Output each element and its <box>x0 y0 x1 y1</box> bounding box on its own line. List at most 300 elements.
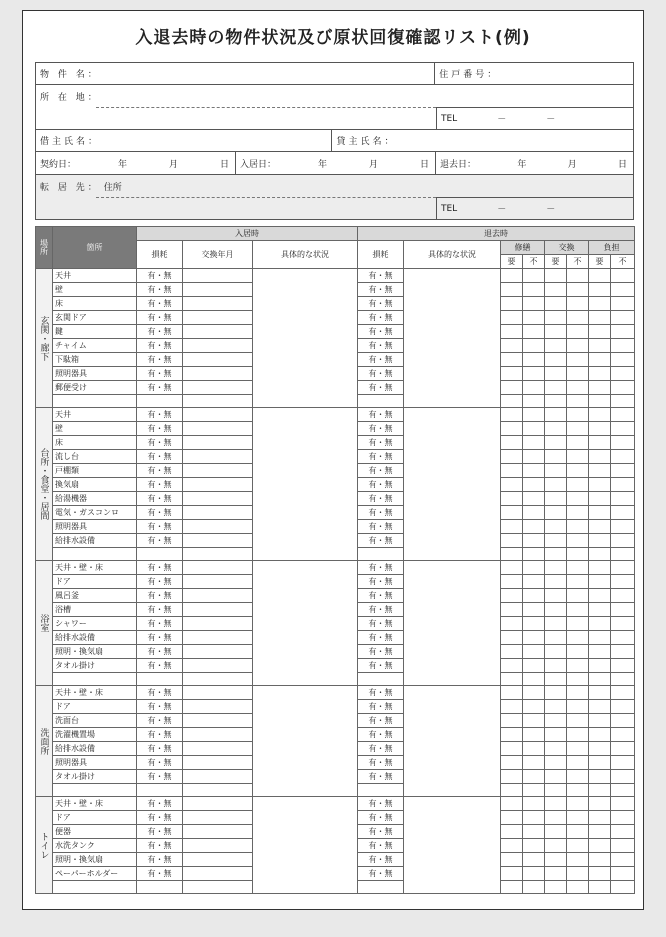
move-in-damage-cell[interactable]: 有・無 <box>137 631 183 645</box>
burden-need-cell[interactable] <box>589 631 611 645</box>
burden-not-need-cell[interactable] <box>611 325 635 339</box>
move-out-damage-cell[interactable]: 有・無 <box>358 631 404 645</box>
repair-not-need-cell[interactable] <box>523 673 545 686</box>
exchange-not-need-cell[interactable] <box>567 478 589 492</box>
burden-not-need-cell[interactable] <box>611 700 635 714</box>
burden-need-cell[interactable] <box>589 811 611 825</box>
exchange-not-need-cell[interactable] <box>567 825 589 839</box>
exchange-not-need-cell[interactable] <box>567 881 589 894</box>
repair-need-cell[interactable] <box>501 339 523 353</box>
move-out-damage-cell[interactable]: 有・無 <box>358 283 404 297</box>
landlord-name-field[interactable]: 貸主氏名： <box>332 130 634 152</box>
burden-need-cell[interactable] <box>589 339 611 353</box>
repair-need-cell[interactable] <box>501 450 523 464</box>
burden-not-need-cell[interactable] <box>611 811 635 825</box>
burden-need-cell[interactable] <box>589 784 611 797</box>
replace-year-cell[interactable] <box>183 839 253 853</box>
burden-not-need-cell[interactable] <box>611 645 635 659</box>
exchange-need-cell[interactable] <box>545 478 567 492</box>
replace-year-cell[interactable] <box>183 589 253 603</box>
burden-need-cell[interactable] <box>589 825 611 839</box>
exchange-not-need-cell[interactable] <box>567 617 589 631</box>
move-out-damage-cell[interactable]: 有・無 <box>358 839 404 853</box>
move-out-condition-cell[interactable] <box>404 797 501 894</box>
exchange-not-need-cell[interactable] <box>567 784 589 797</box>
repair-not-need-cell[interactable] <box>523 728 545 742</box>
burden-not-need-cell[interactable] <box>611 269 635 283</box>
repair-need-cell[interactable] <box>501 770 523 784</box>
repair-need-cell[interactable] <box>501 825 523 839</box>
move-in-damage-cell[interactable] <box>137 673 183 686</box>
exchange-need-cell[interactable] <box>545 770 567 784</box>
repair-need-cell[interactable] <box>501 506 523 520</box>
burden-not-need-cell[interactable] <box>611 714 635 728</box>
burden-need-cell[interactable] <box>589 297 611 311</box>
burden-need-cell[interactable] <box>589 700 611 714</box>
burden-need-cell[interactable] <box>589 617 611 631</box>
burden-not-need-cell[interactable] <box>611 548 635 561</box>
burden-need-cell[interactable] <box>589 534 611 548</box>
burden-need-cell[interactable] <box>589 520 611 534</box>
repair-need-cell[interactable] <box>501 645 523 659</box>
repair-need-cell[interactable] <box>501 742 523 756</box>
move-out-damage-cell[interactable]: 有・無 <box>358 339 404 353</box>
replace-year-cell[interactable] <box>183 339 253 353</box>
move-in-damage-cell[interactable]: 有・無 <box>137 589 183 603</box>
repair-need-cell[interactable] <box>501 325 523 339</box>
repair-not-need-cell[interactable] <box>523 839 545 853</box>
exchange-need-cell[interactable] <box>545 381 567 395</box>
repair-not-need-cell[interactable] <box>523 784 545 797</box>
move-out-damage-cell[interactable]: 有・無 <box>358 686 404 700</box>
exchange-need-cell[interactable] <box>545 534 567 548</box>
replace-year-cell[interactable] <box>183 617 253 631</box>
exchange-not-need-cell[interactable] <box>567 520 589 534</box>
repair-need-cell[interactable] <box>501 492 523 506</box>
move-in-damage-cell[interactable]: 有・無 <box>137 561 183 575</box>
exchange-not-need-cell[interactable] <box>567 756 589 770</box>
property-name-field[interactable]: 物 件 名： <box>36 63 435 85</box>
move-in-damage-cell[interactable]: 有・無 <box>137 825 183 839</box>
move-out-condition-cell[interactable] <box>404 408 501 561</box>
exchange-need-cell[interactable] <box>545 825 567 839</box>
repair-not-need-cell[interactable] <box>523 381 545 395</box>
move-in-damage-cell[interactable]: 有・無 <box>137 506 183 520</box>
repair-need-cell[interactable] <box>501 881 523 894</box>
repair-need-cell[interactable] <box>501 520 523 534</box>
move-in-condition-cell[interactable] <box>253 561 358 686</box>
replace-year-cell[interactable] <box>183 631 253 645</box>
repair-not-need-cell[interactable] <box>523 686 545 700</box>
exchange-not-need-cell[interactable] <box>567 464 589 478</box>
burden-not-need-cell[interactable] <box>611 492 635 506</box>
burden-not-need-cell[interactable] <box>611 853 635 867</box>
exchange-not-need-cell[interactable] <box>567 589 589 603</box>
burden-need-cell[interactable] <box>589 506 611 520</box>
repair-need-cell[interactable] <box>501 367 523 381</box>
repair-not-need-cell[interactable] <box>523 367 545 381</box>
exchange-need-cell[interactable] <box>545 784 567 797</box>
replace-year-cell[interactable] <box>183 408 253 422</box>
repair-need-cell[interactable] <box>501 395 523 408</box>
repair-not-need-cell[interactable] <box>523 339 545 353</box>
repair-need-cell[interactable] <box>501 784 523 797</box>
move-in-damage-cell[interactable]: 有・無 <box>137 367 183 381</box>
exchange-need-cell[interactable] <box>545 464 567 478</box>
repair-not-need-cell[interactable] <box>523 269 545 283</box>
exchange-need-cell[interactable] <box>545 686 567 700</box>
burden-need-cell[interactable] <box>589 408 611 422</box>
move-in-damage-cell[interactable]: 有・無 <box>137 464 183 478</box>
move-out-damage-cell[interactable]: 有・無 <box>358 464 404 478</box>
repair-need-cell[interactable] <box>501 589 523 603</box>
move-in-damage-cell[interactable] <box>137 548 183 561</box>
replace-year-cell[interactable] <box>183 853 253 867</box>
move-in-condition-cell[interactable] <box>253 408 358 561</box>
repair-need-cell[interactable] <box>501 478 523 492</box>
move-out-damage-cell[interactable]: 有・無 <box>358 742 404 756</box>
move-out-damage-cell[interactable]: 有・無 <box>358 450 404 464</box>
move-out-damage-cell[interactable]: 有・無 <box>358 297 404 311</box>
replace-year-cell[interactable] <box>183 700 253 714</box>
replace-year-cell[interactable] <box>183 367 253 381</box>
replace-year-cell[interactable] <box>183 381 253 395</box>
move-out-damage-cell[interactable]: 有・無 <box>358 589 404 603</box>
burden-need-cell[interactable] <box>589 659 611 673</box>
exchange-need-cell[interactable] <box>545 283 567 297</box>
burden-not-need-cell[interactable] <box>611 534 635 548</box>
replace-year-cell[interactable] <box>183 548 253 561</box>
repair-not-need-cell[interactable] <box>523 283 545 297</box>
move-out-damage-cell[interactable]: 有・無 <box>358 728 404 742</box>
burden-not-need-cell[interactable] <box>611 617 635 631</box>
repair-not-need-cell[interactable] <box>523 520 545 534</box>
repair-not-need-cell[interactable] <box>523 353 545 367</box>
exchange-need-cell[interactable] <box>545 589 567 603</box>
repair-need-cell[interactable] <box>501 631 523 645</box>
move-out-damage-cell[interactable]: 有・無 <box>358 520 404 534</box>
burden-need-cell[interactable] <box>589 797 611 811</box>
repair-not-need-cell[interactable] <box>523 645 545 659</box>
exchange-not-need-cell[interactable] <box>567 797 589 811</box>
burden-not-need-cell[interactable] <box>611 770 635 784</box>
exchange-not-need-cell[interactable] <box>567 297 589 311</box>
move-out-damage-cell[interactable]: 有・無 <box>358 645 404 659</box>
repair-not-need-cell[interactable] <box>523 867 545 881</box>
burden-need-cell[interactable] <box>589 728 611 742</box>
tenant-name-field[interactable]: 借主氏名： <box>36 130 332 152</box>
burden-need-cell[interactable] <box>589 422 611 436</box>
exchange-not-need-cell[interactable] <box>567 367 589 381</box>
replace-year-cell[interactable] <box>183 534 253 548</box>
move-in-damage-cell[interactable]: 有・無 <box>137 381 183 395</box>
repair-not-need-cell[interactable] <box>523 311 545 325</box>
burden-not-need-cell[interactable] <box>611 311 635 325</box>
burden-not-need-cell[interactable] <box>611 408 635 422</box>
burden-not-need-cell[interactable] <box>611 728 635 742</box>
exchange-need-cell[interactable] <box>545 853 567 867</box>
burden-need-cell[interactable] <box>589 548 611 561</box>
exchange-not-need-cell[interactable] <box>567 714 589 728</box>
move-in-damage-cell[interactable]: 有・無 <box>137 700 183 714</box>
exchange-not-need-cell[interactable] <box>567 548 589 561</box>
repair-need-cell[interactable] <box>501 311 523 325</box>
repair-not-need-cell[interactable] <box>523 450 545 464</box>
burden-need-cell[interactable] <box>589 867 611 881</box>
repair-not-need-cell[interactable] <box>523 742 545 756</box>
move-out-condition-cell[interactable] <box>404 686 501 797</box>
exchange-need-cell[interactable] <box>545 756 567 770</box>
exchange-need-cell[interactable] <box>545 548 567 561</box>
move-in-damage-cell[interactable]: 有・無 <box>137 408 183 422</box>
repair-need-cell[interactable] <box>501 853 523 867</box>
move-out-damage-cell[interactable]: 有・無 <box>358 534 404 548</box>
burden-need-cell[interactable] <box>589 381 611 395</box>
repair-not-need-cell[interactable] <box>523 395 545 408</box>
replace-year-cell[interactable] <box>183 645 253 659</box>
move-out-damage-cell[interactable]: 有・無 <box>358 797 404 811</box>
exchange-need-cell[interactable] <box>545 700 567 714</box>
replace-year-cell[interactable] <box>183 520 253 534</box>
move-in-damage-cell[interactable]: 有・無 <box>137 797 183 811</box>
repair-need-cell[interactable] <box>501 283 523 297</box>
repair-need-cell[interactable] <box>501 839 523 853</box>
move-out-damage-cell[interactable]: 有・無 <box>358 436 404 450</box>
move-in-damage-cell[interactable]: 有・無 <box>137 603 183 617</box>
exchange-not-need-cell[interactable] <box>567 534 589 548</box>
exchange-need-cell[interactable] <box>545 728 567 742</box>
repair-not-need-cell[interactable] <box>523 811 545 825</box>
repair-not-need-cell[interactable] <box>523 561 545 575</box>
repair-not-need-cell[interactable] <box>523 631 545 645</box>
replace-year-cell[interactable] <box>183 269 253 283</box>
move-out-damage-cell[interactable]: 有・無 <box>358 770 404 784</box>
burden-need-cell[interactable] <box>589 311 611 325</box>
repair-not-need-cell[interactable] <box>523 548 545 561</box>
move-out-damage-cell[interactable]: 有・無 <box>358 867 404 881</box>
exchange-need-cell[interactable] <box>545 450 567 464</box>
repair-not-need-cell[interactable] <box>523 436 545 450</box>
exchange-not-need-cell[interactable] <box>567 575 589 589</box>
move-out-damage-cell[interactable]: 有・無 <box>358 478 404 492</box>
burden-not-need-cell[interactable] <box>611 686 635 700</box>
repair-not-need-cell[interactable] <box>523 478 545 492</box>
repair-need-cell[interactable] <box>501 728 523 742</box>
repair-not-need-cell[interactable] <box>523 297 545 311</box>
burden-not-need-cell[interactable] <box>611 520 635 534</box>
exchange-not-need-cell[interactable] <box>567 673 589 686</box>
replace-year-cell[interactable] <box>183 742 253 756</box>
repair-not-need-cell[interactable] <box>523 506 545 520</box>
move-in-damage-cell[interactable]: 有・無 <box>137 756 183 770</box>
move-out-damage-cell[interactable]: 有・無 <box>358 506 404 520</box>
replace-year-cell[interactable] <box>183 756 253 770</box>
exchange-not-need-cell[interactable] <box>567 839 589 853</box>
repair-not-need-cell[interactable] <box>523 659 545 673</box>
burden-not-need-cell[interactable] <box>611 283 635 297</box>
burden-not-need-cell[interactable] <box>611 506 635 520</box>
exchange-not-need-cell[interactable] <box>567 728 589 742</box>
burden-not-need-cell[interactable] <box>611 881 635 894</box>
move-in-damage-cell[interactable]: 有・無 <box>137 478 183 492</box>
repair-not-need-cell[interactable] <box>523 756 545 770</box>
repair-need-cell[interactable] <box>501 575 523 589</box>
move-out-damage-cell[interactable]: 有・無 <box>358 617 404 631</box>
repair-need-cell[interactable] <box>501 673 523 686</box>
move-out-damage-cell[interactable]: 有・無 <box>358 311 404 325</box>
move-out-damage-cell[interactable] <box>358 673 404 686</box>
exchange-need-cell[interactable] <box>545 353 567 367</box>
move-out-damage-cell[interactable]: 有・無 <box>358 381 404 395</box>
move-in-damage-cell[interactable]: 有・無 <box>137 728 183 742</box>
exchange-need-cell[interactable] <box>545 617 567 631</box>
burden-need-cell[interactable] <box>589 853 611 867</box>
burden-need-cell[interactable] <box>589 395 611 408</box>
exchange-not-need-cell[interactable] <box>567 645 589 659</box>
burden-not-need-cell[interactable] <box>611 839 635 853</box>
repair-not-need-cell[interactable] <box>523 797 545 811</box>
burden-need-cell[interactable] <box>589 756 611 770</box>
burden-need-cell[interactable] <box>589 269 611 283</box>
repair-need-cell[interactable] <box>501 408 523 422</box>
burden-not-need-cell[interactable] <box>611 797 635 811</box>
exchange-not-need-cell[interactable] <box>567 603 589 617</box>
move-in-damage-cell[interactable]: 有・無 <box>137 269 183 283</box>
repair-not-need-cell[interactable] <box>523 408 545 422</box>
exchange-not-need-cell[interactable] <box>567 742 589 756</box>
move-out-condition-cell[interactable] <box>404 269 501 408</box>
burden-need-cell[interactable] <box>589 673 611 686</box>
repair-need-cell[interactable] <box>501 686 523 700</box>
exchange-need-cell[interactable] <box>545 325 567 339</box>
move-in-condition-cell[interactable] <box>253 269 358 408</box>
replace-year-cell[interactable] <box>183 436 253 450</box>
exchange-not-need-cell[interactable] <box>567 631 589 645</box>
burden-need-cell[interactable] <box>589 436 611 450</box>
exchange-need-cell[interactable] <box>545 311 567 325</box>
move-in-damage-cell[interactable]: 有・無 <box>137 867 183 881</box>
exchange-need-cell[interactable] <box>545 631 567 645</box>
burden-not-need-cell[interactable] <box>611 450 635 464</box>
unit-number-field[interactable]: 住戸番号： <box>435 63 634 85</box>
replace-year-cell[interactable] <box>183 395 253 408</box>
exchange-not-need-cell[interactable] <box>567 700 589 714</box>
burden-not-need-cell[interactable] <box>611 436 635 450</box>
replace-year-cell[interactable] <box>183 728 253 742</box>
repair-not-need-cell[interactable] <box>523 700 545 714</box>
replace-year-cell[interactable] <box>183 784 253 797</box>
repair-not-need-cell[interactable] <box>523 534 545 548</box>
exchange-need-cell[interactable] <box>545 297 567 311</box>
exchange-not-need-cell[interactable] <box>567 311 589 325</box>
exchange-not-need-cell[interactable] <box>567 269 589 283</box>
exchange-not-need-cell[interactable] <box>567 353 589 367</box>
replace-year-cell[interactable] <box>183 825 253 839</box>
burden-need-cell[interactable] <box>589 742 611 756</box>
burden-not-need-cell[interactable] <box>611 784 635 797</box>
exchange-need-cell[interactable] <box>545 561 567 575</box>
replace-year-cell[interactable] <box>183 464 253 478</box>
exchange-need-cell[interactable] <box>545 839 567 853</box>
move-out-damage-cell[interactable]: 有・無 <box>358 367 404 381</box>
repair-not-need-cell[interactable] <box>523 603 545 617</box>
move-out-damage-cell[interactable]: 有・無 <box>358 325 404 339</box>
move-in-condition-cell[interactable] <box>253 797 358 894</box>
repair-not-need-cell[interactable] <box>523 825 545 839</box>
move-in-damage-cell[interactable]: 有・無 <box>137 534 183 548</box>
exchange-not-need-cell[interactable] <box>567 686 589 700</box>
replace-year-cell[interactable] <box>183 297 253 311</box>
repair-need-cell[interactable] <box>501 756 523 770</box>
burden-not-need-cell[interactable] <box>611 422 635 436</box>
move-out-damage-cell[interactable]: 有・無 <box>358 714 404 728</box>
burden-need-cell[interactable] <box>589 714 611 728</box>
burden-need-cell[interactable] <box>589 575 611 589</box>
exchange-need-cell[interactable] <box>545 269 567 283</box>
replace-year-cell[interactable] <box>183 478 253 492</box>
burden-need-cell[interactable] <box>589 686 611 700</box>
exchange-need-cell[interactable] <box>545 797 567 811</box>
exchange-need-cell[interactable] <box>545 881 567 894</box>
burden-not-need-cell[interactable] <box>611 339 635 353</box>
move-out-damage-cell[interactable]: 有・無 <box>358 811 404 825</box>
repair-need-cell[interactable] <box>501 603 523 617</box>
move-out-damage-cell[interactable]: 有・無 <box>358 492 404 506</box>
repair-not-need-cell[interactable] <box>523 770 545 784</box>
move-out-damage-cell[interactable] <box>358 395 404 408</box>
burden-need-cell[interactable] <box>589 839 611 853</box>
burden-need-cell[interactable] <box>589 464 611 478</box>
replace-year-cell[interactable] <box>183 673 253 686</box>
repair-need-cell[interactable] <box>501 464 523 478</box>
burden-not-need-cell[interactable] <box>611 395 635 408</box>
move-in-damage-cell[interactable]: 有・無 <box>137 492 183 506</box>
move-in-damage-cell[interactable]: 有・無 <box>137 283 183 297</box>
burden-need-cell[interactable] <box>589 283 611 297</box>
burden-not-need-cell[interactable] <box>611 575 635 589</box>
repair-need-cell[interactable] <box>501 381 523 395</box>
burden-need-cell[interactable] <box>589 353 611 367</box>
move-in-damage-cell[interactable] <box>137 881 183 894</box>
move-in-damage-cell[interactable]: 有・無 <box>137 450 183 464</box>
repair-need-cell[interactable] <box>501 297 523 311</box>
burden-not-need-cell[interactable] <box>611 589 635 603</box>
repair-not-need-cell[interactable] <box>523 617 545 631</box>
move-in-damage-cell[interactable]: 有・無 <box>137 436 183 450</box>
repair-need-cell[interactable] <box>501 714 523 728</box>
move-out-damage-cell[interactable]: 有・無 <box>358 825 404 839</box>
repair-not-need-cell[interactable] <box>523 464 545 478</box>
burden-not-need-cell[interactable] <box>611 464 635 478</box>
replace-year-cell[interactable] <box>183 575 253 589</box>
burden-not-need-cell[interactable] <box>611 756 635 770</box>
exchange-need-cell[interactable] <box>545 714 567 728</box>
repair-not-need-cell[interactable] <box>523 422 545 436</box>
exchange-not-need-cell[interactable] <box>567 283 589 297</box>
burden-not-need-cell[interactable] <box>611 631 635 645</box>
repair-need-cell[interactable] <box>501 867 523 881</box>
exchange-not-need-cell[interactable] <box>567 853 589 867</box>
burden-not-need-cell[interactable] <box>611 742 635 756</box>
move-in-damage-cell[interactable]: 有・無 <box>137 520 183 534</box>
move-out-damage-cell[interactable]: 有・無 <box>358 353 404 367</box>
burden-not-need-cell[interactable] <box>611 825 635 839</box>
move-in-damage-cell[interactable]: 有・無 <box>137 645 183 659</box>
burden-need-cell[interactable] <box>589 770 611 784</box>
exchange-not-need-cell[interactable] <box>567 408 589 422</box>
exchange-need-cell[interactable] <box>545 742 567 756</box>
exchange-need-cell[interactable] <box>545 506 567 520</box>
